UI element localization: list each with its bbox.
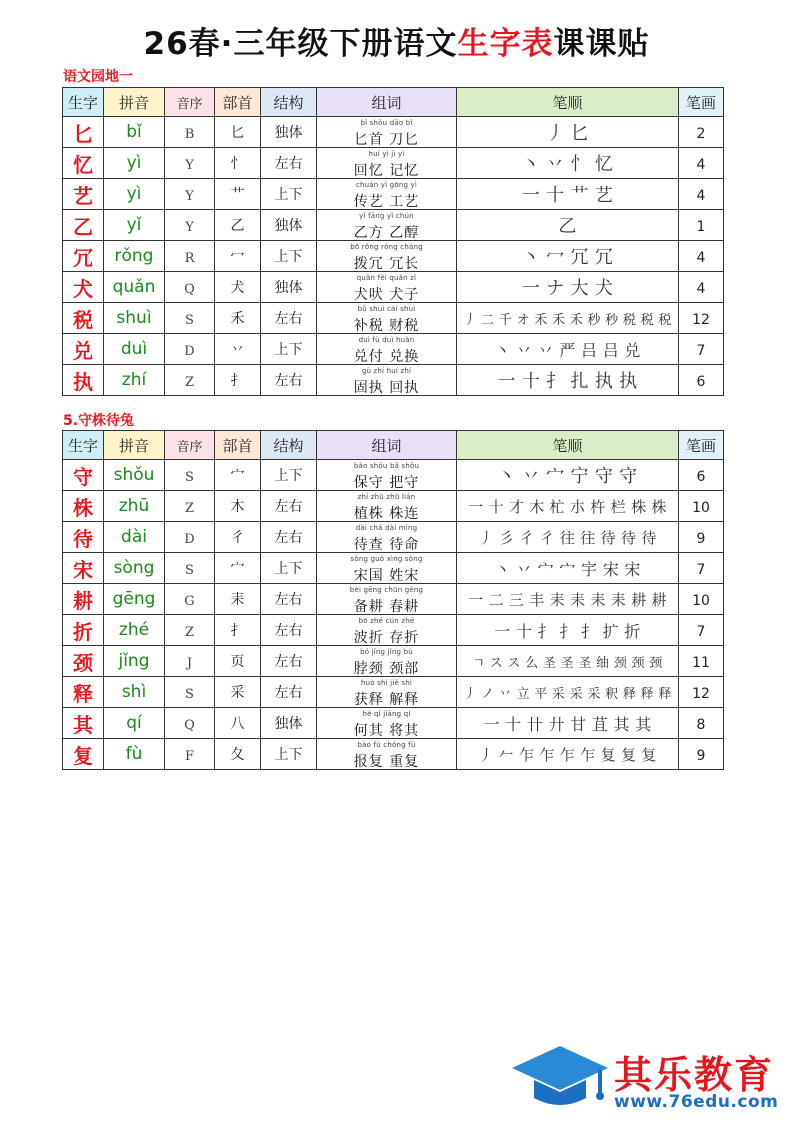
word-pinyin: huò shì jiě shì — [360, 679, 413, 687]
section-title: 语文园地一 — [63, 69, 133, 85]
bushou: 冖 — [230, 249, 245, 265]
character: 颈 — [73, 650, 93, 675]
word-pinyin: gù zhí huí zhí — [361, 367, 412, 375]
bushou: 犬 — [230, 280, 245, 296]
header-bihua: 笔画 — [679, 431, 724, 460]
character: 株 — [73, 495, 93, 520]
word-text: 兑付 兑换 — [353, 349, 420, 365]
jiegou: 独体 — [274, 125, 303, 141]
bushou: 木 — [230, 499, 245, 515]
character: 复 — [73, 743, 93, 768]
yinxu: S — [185, 562, 194, 578]
yinxu: J — [186, 655, 193, 671]
bushou: 宀 — [230, 468, 245, 484]
header-bishun: 笔顺 — [457, 88, 679, 117]
word-text: 拨冗 冗长 — [353, 256, 420, 272]
logo — [510, 1040, 790, 1115]
word-text: 回忆 记忆 — [353, 163, 420, 179]
word-text: 获释 解释 — [353, 692, 420, 708]
word-pinyin: duì fù duì huàn — [358, 336, 415, 344]
page-title — [0, 18, 793, 63]
word-cell — [317, 210, 456, 240]
jiegou: 左右 — [274, 654, 303, 670]
yinxu: Y — [185, 219, 194, 235]
table-row — [63, 303, 724, 334]
word-pinyin: dài chá dài mìng — [355, 524, 418, 532]
header-zuci: 组词 — [317, 88, 457, 117]
pinyin: zhé — [118, 620, 150, 640]
word-cell — [317, 117, 456, 147]
character: 税 — [73, 307, 93, 332]
yinxu: Q — [184, 281, 195, 297]
word-cell — [317, 491, 456, 521]
character: 匕 — [73, 121, 93, 146]
character: 乙 — [73, 214, 93, 239]
jiegou: 上下 — [274, 468, 303, 484]
stroke-order: 一 十 艹 艺 — [521, 185, 614, 206]
stroke-count: 6 — [696, 373, 706, 390]
word-cell — [317, 365, 456, 395]
character-table — [62, 87, 724, 396]
stroke-order: 一 十 才 木 杧 朩 杵 栏 株 株 — [468, 497, 667, 516]
yinxu: F — [184, 748, 195, 764]
pinyin: zhū — [118, 496, 150, 516]
stroke-order: 丶 丷 忄 忆 — [521, 154, 614, 175]
character: 忆 — [73, 152, 93, 177]
pinyin: jǐng — [118, 651, 150, 671]
logo-url: www.76edu.com — [614, 1092, 779, 1112]
bushou: 忄 — [230, 156, 245, 172]
word-text: 报复 重复 — [353, 754, 420, 770]
header-zuci: 组词 — [317, 431, 457, 460]
table-row — [63, 615, 724, 646]
jiegou: 左右 — [274, 530, 303, 546]
header-pinyin: 拼音 — [104, 88, 165, 117]
pinyin: sòng — [113, 558, 155, 578]
header-zi: 生字 — [63, 431, 104, 460]
header-bushou: 部首 — [215, 431, 261, 460]
character: 耕 — [73, 588, 93, 613]
stroke-order: 丿 匕 — [546, 123, 589, 144]
yinxu: Y — [185, 188, 194, 204]
word-text: 脖颈 颈部 — [353, 661, 420, 677]
stroke-count: 10 — [692, 592, 710, 609]
word-pinyin: bō rǒng rǒng cháng — [350, 243, 423, 251]
logo-text: 其乐教育 — [614, 1053, 775, 1097]
word-text: 保守 把守 — [353, 475, 420, 491]
bushou: 宀 — [230, 561, 245, 577]
word-text: 补税 财税 — [353, 318, 420, 334]
header-bushou: 部首 — [215, 88, 261, 117]
pinyin: qí — [126, 713, 142, 733]
pinyin: yǐ — [126, 215, 142, 235]
jiegou: 独体 — [274, 218, 303, 234]
stroke-order: 丶 丷 宀 宀 宇 宋 宋 — [494, 559, 641, 579]
stroke-count: 12 — [692, 311, 710, 328]
table-row — [63, 210, 724, 241]
table-row — [63, 677, 724, 708]
stroke-count: 4 — [696, 249, 706, 266]
character: 宋 — [73, 557, 93, 582]
word-cell — [317, 179, 456, 209]
word-pinyin: quǎn fèi quǎn zǐ — [356, 274, 417, 282]
stroke-order: 一 十 卄 廾 甘 苴 其 其 — [483, 714, 652, 734]
bushou: 丷 — [230, 342, 245, 358]
header-zi: 生字 — [63, 88, 104, 117]
bushou: 匕 — [230, 125, 245, 141]
word-text: 待查 待命 — [353, 537, 420, 553]
word-pinyin: huí yì jì yì — [368, 150, 405, 158]
word-text: 固执 回执 — [353, 380, 420, 396]
word-text: 乙方 乙醇 — [353, 225, 420, 241]
pinyin: shì — [121, 682, 147, 702]
word-cell — [317, 241, 456, 271]
table-row — [63, 460, 724, 491]
word-cell — [317, 646, 456, 676]
word-cell — [317, 148, 456, 178]
jiegou: 上下 — [274, 342, 303, 358]
stroke-count: 7 — [696, 561, 706, 578]
stroke-count: 10 — [692, 499, 710, 516]
header-yinxu: 音序 — [165, 88, 215, 117]
table-row — [63, 646, 724, 677]
stroke-count: 11 — [692, 654, 710, 671]
yinxu: S — [185, 312, 194, 328]
word-pinyin: sòng guó xìng sòng — [350, 555, 423, 563]
table-header-row — [63, 431, 724, 460]
word-cell — [317, 334, 456, 364]
word-text: 传艺 工艺 — [353, 194, 420, 210]
character: 释 — [73, 681, 93, 706]
word-pinyin: hé qí jiāng qí — [362, 710, 411, 718]
stroke-order: 丶 丷 丷 严 吕 吕 兑 — [494, 340, 641, 360]
word-pinyin: chuán yì gōng yì — [355, 181, 418, 189]
word-text: 植株 株连 — [353, 506, 420, 522]
stroke-order: 丿 𠂉 乍 乍 乍 乍 复 复 复 — [478, 745, 657, 764]
table-row — [63, 522, 724, 553]
pinyin: dài — [121, 527, 147, 547]
pinyin: quǎn — [112, 277, 156, 297]
table-header-row — [63, 88, 724, 117]
bushou: 扌 — [230, 623, 245, 639]
stroke-count: 4 — [696, 187, 706, 204]
stroke-order: 一 十 扌 扌 扌 扩 折 — [494, 621, 641, 641]
jiegou: 左右 — [274, 592, 303, 608]
character: 折 — [73, 619, 93, 644]
pinyin: bǐ — [126, 122, 142, 142]
title-part-2: 生字表 — [457, 26, 554, 62]
word-text: 匕首 刀匕 — [353, 132, 420, 148]
pinyin: shǒu — [113, 465, 155, 485]
jiegou: 左右 — [274, 623, 303, 639]
yinxu: G — [184, 593, 195, 609]
bushou: 彳 — [230, 530, 245, 546]
word-cell — [317, 522, 456, 552]
bushou: 乙 — [230, 218, 245, 234]
character: 待 — [73, 526, 93, 551]
word-pinyin: yǐ fāng yǐ chún — [359, 212, 414, 220]
word-cell — [317, 272, 456, 302]
bushou: 采 — [230, 685, 245, 701]
word-pinyin: bó jǐng jǐng bù — [360, 648, 413, 656]
bushou: 八 — [230, 716, 245, 732]
character: 艺 — [73, 183, 93, 208]
table-row — [63, 584, 724, 615]
character: 其 — [73, 712, 93, 737]
title-part-3: 课课贴 — [553, 26, 650, 62]
stroke-count: 9 — [696, 530, 706, 547]
table-row — [63, 241, 724, 272]
word-cell — [317, 584, 456, 614]
stroke-order: 一 ナ 大 犬 — [521, 278, 614, 299]
jiegou: 独体 — [274, 716, 303, 732]
word-pinyin: bèi gēng chūn gēng — [349, 586, 424, 594]
stroke-count: 7 — [696, 623, 706, 640]
table-row — [63, 148, 724, 179]
character: 执 — [73, 369, 93, 394]
header-jiegou: 结构 — [261, 88, 317, 117]
table-row — [63, 334, 724, 365]
word-pinyin: zhí zhū zhū lián — [357, 493, 416, 501]
word-pinyin: bǐ shǒu dāo bǐ — [360, 119, 413, 127]
table-row — [63, 272, 724, 303]
header-bishun: 笔顺 — [457, 431, 679, 460]
pinyin: fù — [125, 744, 143, 764]
title-part-1: 26春·三年级下册语文 — [143, 26, 458, 62]
character: 兑 — [73, 338, 93, 363]
table-row — [63, 491, 724, 522]
yinxu: Y — [185, 157, 194, 173]
stroke-order: 一 二 三 丰 耒 耒 耒 耒 耕 耕 — [468, 590, 667, 609]
header-yinxu: 音序 — [165, 431, 215, 460]
jiegou: 左右 — [274, 499, 303, 515]
bushou: 扌 — [230, 373, 245, 389]
jiegou: 独体 — [274, 280, 303, 296]
stroke-order: 一 十 扌 扎 执 执 — [497, 371, 638, 392]
bushou: 夂 — [230, 747, 245, 763]
word-pinyin: bǔ shuì cái shuì — [357, 305, 416, 313]
stroke-order: 丿 彡 彳 彳 往 往 待 待 待 — [478, 528, 657, 547]
stroke-order: 乙 — [558, 216, 577, 237]
yinxu: Z — [184, 624, 195, 640]
graduation-cap-icon — [510, 1040, 610, 1115]
pinyin: shuì — [116, 308, 152, 328]
word-pinyin: bǎo shǒu bǎ shǒu — [353, 462, 420, 470]
character-table — [62, 430, 724, 770]
stroke-order: 丿 二 千 オ 禾 禾 禾 秒 秒 税 税 税 — [463, 312, 672, 328]
header-jiegou: 结构 — [261, 431, 317, 460]
stroke-count: 9 — [696, 747, 706, 764]
jiegou: 左右 — [274, 156, 303, 172]
pinyin: gēng — [112, 589, 156, 609]
pinyin: yì — [126, 153, 142, 173]
stroke-count: 4 — [696, 280, 706, 297]
word-cell — [317, 615, 456, 645]
word-cell — [317, 677, 456, 707]
yinxu: R — [184, 250, 195, 266]
word-text: 备耕 春耕 — [353, 599, 420, 615]
character: 犬 — [73, 276, 93, 301]
jiegou: 上下 — [274, 187, 303, 203]
pinyin: yì — [126, 184, 142, 204]
pinyin: zhí — [121, 370, 147, 390]
yinxu: Q — [184, 717, 195, 733]
stroke-order: 丿 ノ 丷 立 平 采 采 采 釈 释 释 释 — [463, 686, 672, 702]
bushou: 页 — [230, 654, 245, 670]
table-row — [63, 553, 724, 584]
table-row — [63, 117, 724, 148]
jiegou: 左右 — [274, 685, 303, 701]
yinxu: D — [184, 343, 195, 359]
bushou: 耒 — [230, 592, 245, 608]
word-text: 犬吠 犬子 — [353, 287, 420, 303]
jiegou: 上下 — [274, 249, 303, 265]
stroke-count: 2 — [696, 125, 706, 142]
header-pinyin: 拼音 — [104, 431, 165, 460]
yinxu: S — [185, 469, 194, 485]
stroke-count: 6 — [696, 468, 706, 485]
yinxu: Z — [184, 374, 195, 390]
section-title: 5.守株待兔 — [63, 413, 135, 429]
stroke-count: 1 — [696, 218, 706, 235]
bushou: 艹 — [230, 187, 245, 203]
bushou: 禾 — [230, 311, 245, 327]
yinxu: S — [185, 686, 194, 702]
jiegou: 左右 — [274, 311, 303, 327]
word-text: 宋国 姓宋 — [353, 568, 420, 584]
word-cell — [317, 460, 456, 490]
word-pinyin: bō zhé cún zhé — [358, 617, 415, 625]
pinyin: rǒng — [114, 246, 154, 266]
header-bihua: 笔画 — [679, 88, 724, 117]
table-row — [63, 739, 724, 770]
stroke-count: 8 — [696, 716, 706, 733]
word-cell — [317, 708, 456, 738]
jiegou: 左右 — [274, 373, 303, 389]
yinxu: D — [184, 531, 195, 547]
word-cell — [317, 303, 456, 333]
stroke-order: 丶 冖 冗 冗 — [521, 247, 614, 268]
stroke-count: 12 — [692, 685, 710, 702]
yinxu: Z — [184, 500, 195, 516]
character: 守 — [73, 464, 93, 489]
table-row — [63, 708, 724, 739]
yinxu: B — [184, 126, 195, 142]
word-text: 波折 存折 — [353, 630, 420, 646]
word-cell — [317, 739, 456, 769]
jiegou: 上下 — [274, 561, 303, 577]
word-text: 何其 将其 — [353, 723, 420, 739]
word-pinyin: bào fù chóng fù — [357, 741, 416, 749]
stroke-order: 丶 丷 宀 宁 守 守 — [497, 466, 638, 487]
word-cell — [317, 553, 456, 583]
table-row — [63, 365, 724, 396]
stroke-count: 4 — [696, 156, 706, 173]
character: 冗 — [73, 245, 93, 270]
jiegou: 上下 — [274, 747, 303, 763]
stroke-count: 7 — [696, 342, 706, 359]
pinyin: duì — [120, 339, 148, 359]
table-row — [63, 179, 724, 210]
stroke-order: ㄱ ス ス 么 圣 圣 圣 䌷 颈 颈 颈 — [472, 655, 663, 671]
